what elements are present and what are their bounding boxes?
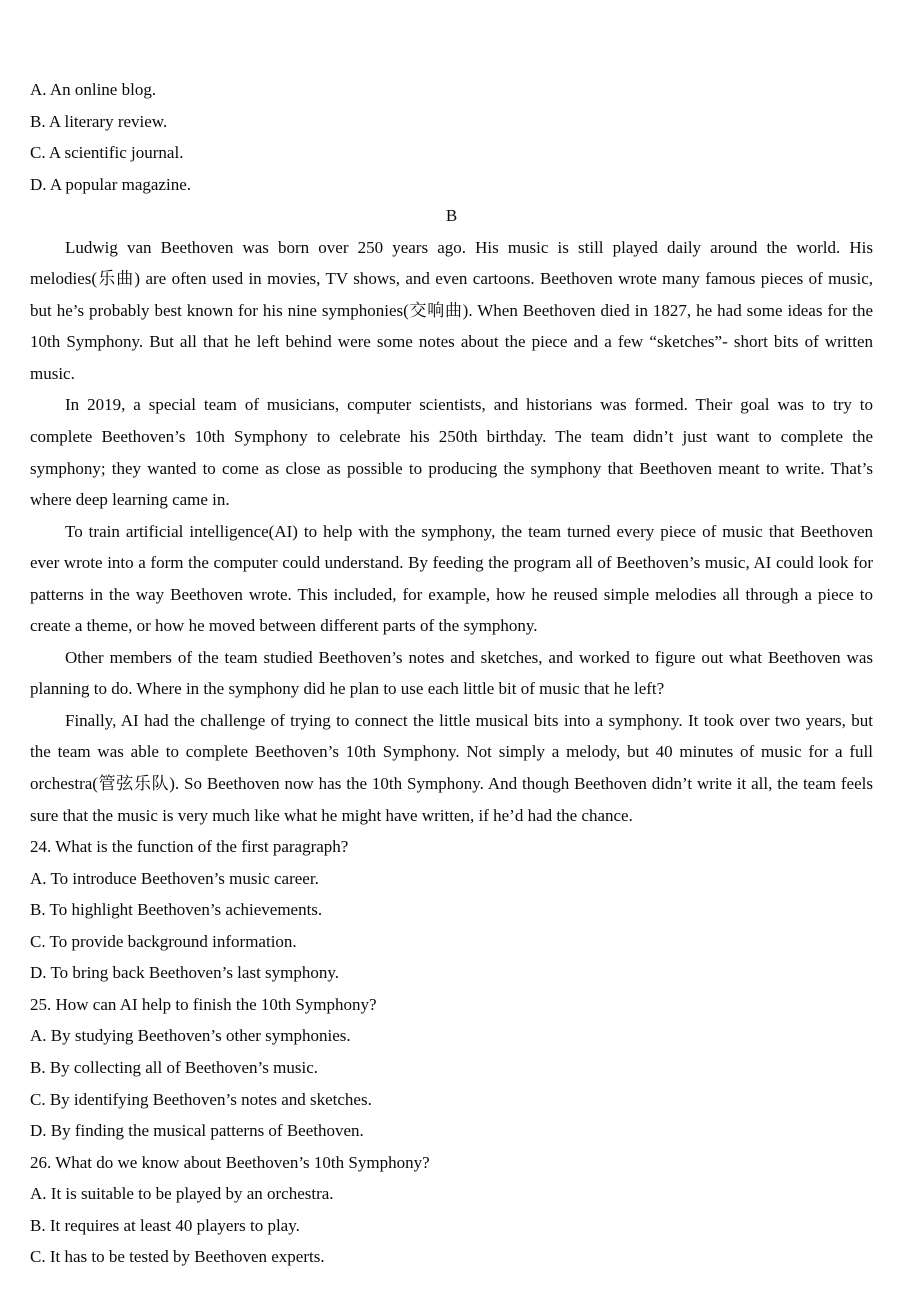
question-25-stem: 25. How can AI help to finish the 10th Symphony?: [30, 994, 377, 1014]
question-25-option-b: B. By collecting all of Beethoven’s music.: [30, 1057, 319, 1077]
prev-question-option-d: D. A popular magazine.: [30, 174, 191, 194]
question-24-option-d: D. To bring back Beethoven’s last symphony.: [30, 963, 340, 983]
question-24-option-c: C. To provide background information.: [30, 931, 297, 951]
passage-paragraph-3: To train artificial intelligence(AI) to help with the symphony, the team turned every piece of music that Beethoven ever wrote into a form the computer could understand. By feeding the program all of Beethoven’s music, AI could look for patterns in the way Beethoven wrote. This included, for example, how he reused simple melodies all through a piece to create a theme, or how he moved between different parts of the symphony.: [30, 521, 873, 636]
prev-question-option-c: C. A scientific journal.: [30, 143, 184, 163]
question-26-block: [30, 1147, 873, 1273]
question-26-option-c: C. It has to be tested by Beethoven experts.: [30, 1247, 325, 1267]
passage-paragraph-4: Other members of the team studied Beethoven’s notes and sketches, and worked to figure out what Beethoven was planning to do. Where in the symphony did he plan to use each little bit of music that he left?: [30, 647, 873, 699]
question-24-option-a: A. To introduce Beethoven’s music career.: [30, 868, 319, 888]
question-26-option-a: A. It is suitable to be played by an orchestra.: [30, 1184, 334, 1204]
prev-question-option-a: A. An online blog.: [30, 80, 157, 99]
prev-question-option-b: B. A literary review.: [30, 111, 168, 131]
question-25-option-d: D. By finding the musical patterns of Beethoven.: [30, 1121, 364, 1141]
question-24-block: [30, 831, 873, 989]
question-26-stem: 26. What do we know about Beethoven’s 10th Symphony?: [30, 1152, 430, 1172]
question-26-option-b: B. It requires at least 40 players to play.: [30, 1215, 300, 1235]
question-25-option-c: C. By identifying Beethoven’s notes and sketches.: [30, 1089, 372, 1109]
question-24-stem: 24. What is the function of the first paragraph?: [30, 837, 349, 857]
question-24-option-b: B. To highlight Beethoven’s achievements.: [30, 900, 323, 920]
passage-section-label: B: [445, 206, 458, 226]
question-25-option-a: A. By studying Beethoven’s other symphonies.: [30, 1026, 351, 1046]
question-25-block: [30, 989, 873, 1147]
passage-paragraph-1: Ludwig van Beethoven was born over 250 years ago. His music is still played daily around the world. His melodies(乐曲) are often used in movies, TV shows, and even cartoons. Beethoven wrote many famous pieces of music, but he’s probably best known for his nine symphonies(交响曲). When Beethoven died in 1827, he had some ideas for the 10th Symphony. But all that he left behind were some notes about the piece and a few “sketches”- short bits of written music.: [30, 237, 873, 383]
passage-paragraph-5: Finally, AI had the challenge of trying to connect the little musical bits into a symphony. It took over two years, but the team was able to complete Beethoven’s 10th Symphony. Not simply a melody, but 40 minutes of music for a full orchestra(管弦乐队). So Beethoven now has the 10th Symphony. And though Beethoven didn’t write it all, the team feels sure that the music is very much like what he might have written, if he’d had the chance.: [30, 710, 873, 825]
passage-paragraph-2: In 2019, a special team of musicians, computer scientists, and historians was formed. Their goal was to try to complete Beethoven’s 10th Symphony to celebrate his 250th birthday. The team didn’t just want to complete the symphony; they wanted to come as close as possible to producing the symphony that Beethoven meant to write. That’s where deep learning came in.: [30, 395, 873, 510]
